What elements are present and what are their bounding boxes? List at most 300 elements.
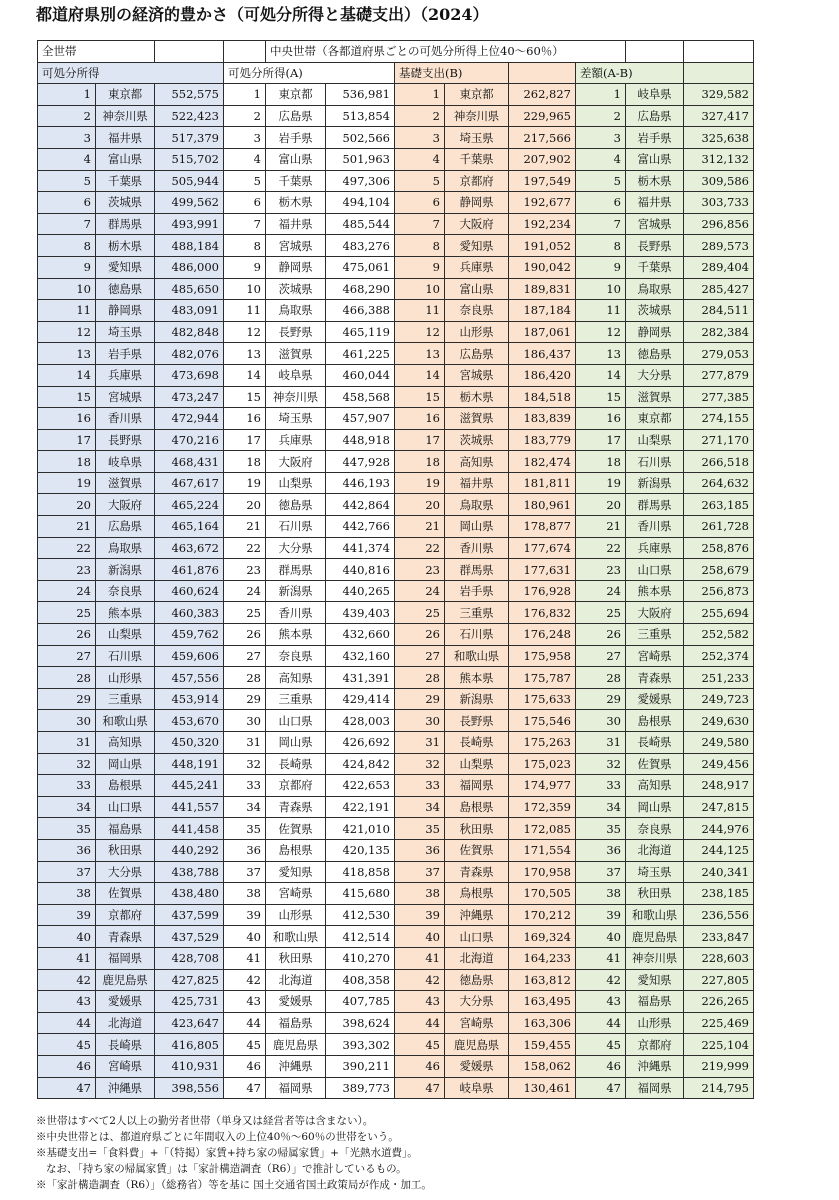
- basic-expenditure-value-cell: 178,877: [509, 516, 576, 538]
- basic-expenditure-pref-cell: 宮崎県: [445, 1012, 509, 1034]
- difference-pref-cell: 宮崎県: [626, 645, 684, 667]
- basic-expenditure-rank-cell: 3: [395, 127, 445, 149]
- difference-pref-cell: 岡山県: [626, 796, 684, 818]
- all-households-value-cell: 463,672: [155, 537, 224, 559]
- basic-expenditure-rank-cell: 22: [395, 537, 445, 559]
- all-households-value-cell: 438,480: [155, 883, 224, 905]
- difference-rank-cell: 43: [576, 991, 626, 1013]
- table-row: [38, 839, 754, 861]
- all-households-rank-cell: 22: [38, 537, 96, 559]
- basic-expenditure-rank-cell: 34: [395, 796, 445, 818]
- header-empty-cell: [684, 41, 754, 63]
- difference-pref-cell: 北海道: [626, 839, 684, 861]
- all-households-pref-cell: 高知県: [96, 732, 155, 754]
- difference-value-cell: 266,518: [684, 451, 754, 473]
- middle-income-rank-cell: 10: [224, 278, 266, 300]
- basic-expenditure-value-cell: 170,212: [509, 904, 576, 926]
- basic-expenditure-rank-cell: 11: [395, 300, 445, 322]
- middle-income-rank-cell: 46: [224, 1055, 266, 1077]
- middle-income-rank-cell: 17: [224, 429, 266, 451]
- header-disposable-income: 可処分所得: [38, 62, 224, 84]
- basic-expenditure-rank-cell: 20: [395, 494, 445, 516]
- difference-value-cell: 309,586: [684, 170, 754, 192]
- basic-expenditure-value-cell: 181,811: [509, 472, 576, 494]
- middle-income-rank-cell: 21: [224, 516, 266, 538]
- middle-income-pref-cell: 愛知県: [266, 861, 326, 883]
- middle-income-value-cell: 465,119: [326, 321, 395, 343]
- middle-income-rank-cell: 26: [224, 624, 266, 646]
- basic-expenditure-value-cell: 187,061: [509, 321, 576, 343]
- all-households-rank-cell: 29: [38, 688, 96, 710]
- difference-rank-cell: 10: [576, 278, 626, 300]
- middle-income-value-cell: 429,414: [326, 688, 395, 710]
- basic-expenditure-value-cell: 217,566: [509, 127, 576, 149]
- table-row: [38, 559, 754, 581]
- middle-income-rank-cell: 23: [224, 559, 266, 581]
- all-households-pref-cell: 長崎県: [96, 1034, 155, 1056]
- difference-rank-cell: 26: [576, 624, 626, 646]
- middle-income-rank-cell: 32: [224, 753, 266, 775]
- difference-value-cell: 249,580: [684, 732, 754, 754]
- difference-pref-cell: 宮城県: [626, 213, 684, 235]
- basic-expenditure-pref-cell: 和歌山県: [445, 645, 509, 667]
- difference-value-cell: 312,132: [684, 148, 754, 170]
- difference-pref-cell: 秋田県: [626, 883, 684, 905]
- basic-expenditure-rank-cell: 27: [395, 645, 445, 667]
- all-households-value-cell: 457,556: [155, 667, 224, 689]
- basic-expenditure-pref-cell: 北海道: [445, 947, 509, 969]
- header-middle-households: 中央世帯（各都道府県ごとの可処分所得上位40〜60％）: [266, 41, 626, 63]
- all-households-pref-cell: 山形県: [96, 667, 155, 689]
- basic-expenditure-pref-cell: 大阪府: [445, 213, 509, 235]
- header-all-households: 全世帯: [38, 41, 155, 63]
- middle-income-pref-cell: 茨城県: [266, 278, 326, 300]
- basic-expenditure-pref-cell: 福井県: [445, 472, 509, 494]
- all-households-value-cell: 445,241: [155, 775, 224, 797]
- difference-rank-cell: 4: [576, 148, 626, 170]
- basic-expenditure-value-cell: 164,233: [509, 947, 576, 969]
- all-households-rank-cell: 37: [38, 861, 96, 883]
- middle-income-value-cell: 393,302: [326, 1034, 395, 1056]
- all-households-rank-cell: 47: [38, 1077, 96, 1099]
- all-households-value-cell: 486,000: [155, 256, 224, 278]
- basic-expenditure-rank-cell: 24: [395, 580, 445, 602]
- middle-income-value-cell: 536,981: [326, 84, 395, 106]
- difference-value-cell: 258,876: [684, 537, 754, 559]
- difference-value-cell: 244,125: [684, 839, 754, 861]
- table-row: [38, 364, 754, 386]
- difference-pref-cell: 沖縄県: [626, 1055, 684, 1077]
- difference-value-cell: 325,638: [684, 127, 754, 149]
- header-row-1: [38, 41, 754, 63]
- middle-income-rank-cell: 13: [224, 343, 266, 365]
- basic-expenditure-pref-cell: 熊本県: [445, 667, 509, 689]
- middle-income-value-cell: 421,010: [326, 818, 395, 840]
- difference-rank-cell: 19: [576, 472, 626, 494]
- header-empty-cell: [155, 41, 224, 63]
- difference-value-cell: 279,053: [684, 343, 754, 365]
- table-row: [38, 883, 754, 905]
- difference-rank-cell: 16: [576, 408, 626, 430]
- middle-income-rank-cell: 31: [224, 732, 266, 754]
- basic-expenditure-value-cell: 229,965: [509, 105, 576, 127]
- basic-expenditure-value-cell: 159,455: [509, 1034, 576, 1056]
- difference-pref-cell: 広島県: [626, 105, 684, 127]
- header-empty-cell: [509, 62, 576, 84]
- basic-expenditure-value-cell: 158,062: [509, 1055, 576, 1077]
- table-row: [38, 775, 754, 797]
- basic-expenditure-value-cell: 192,234: [509, 213, 576, 235]
- basic-expenditure-rank-cell: 10: [395, 278, 445, 300]
- difference-value-cell: 252,374: [684, 645, 754, 667]
- middle-income-pref-cell: 香川県: [266, 602, 326, 624]
- difference-pref-cell: 高知県: [626, 775, 684, 797]
- basic-expenditure-value-cell: 177,674: [509, 537, 576, 559]
- middle-income-rank-cell: 35: [224, 818, 266, 840]
- all-households-rank-cell: 27: [38, 645, 96, 667]
- table-row: [38, 688, 754, 710]
- all-households-value-cell: 470,216: [155, 429, 224, 451]
- difference-pref-cell: 長崎県: [626, 732, 684, 754]
- middle-income-value-cell: 458,568: [326, 386, 395, 408]
- difference-value-cell: 249,630: [684, 710, 754, 732]
- all-households-pref-cell: 大分県: [96, 861, 155, 883]
- difference-value-cell: 225,469: [684, 1012, 754, 1034]
- difference-rank-cell: 29: [576, 688, 626, 710]
- middle-income-value-cell: 418,858: [326, 861, 395, 883]
- middle-income-rank-cell: 12: [224, 321, 266, 343]
- all-households-value-cell: 459,762: [155, 624, 224, 646]
- difference-value-cell: 233,847: [684, 926, 754, 948]
- basic-expenditure-rank-cell: 31: [395, 732, 445, 754]
- difference-pref-cell: 石川県: [626, 451, 684, 473]
- table-row: [38, 991, 754, 1013]
- all-households-pref-cell: 青森県: [96, 926, 155, 948]
- all-households-value-cell: 428,708: [155, 947, 224, 969]
- middle-income-rank-cell: 3: [224, 127, 266, 149]
- difference-pref-cell: 徳島県: [626, 343, 684, 365]
- middle-income-value-cell: 497,306: [326, 170, 395, 192]
- all-households-pref-cell: 佐賀県: [96, 883, 155, 905]
- table-row: [38, 947, 754, 969]
- all-households-value-cell: 423,647: [155, 1012, 224, 1034]
- all-households-value-cell: 465,224: [155, 494, 224, 516]
- middle-income-pref-cell: 東京都: [266, 84, 326, 106]
- middle-income-value-cell: 428,003: [326, 710, 395, 732]
- all-households-rank-cell: 6: [38, 192, 96, 214]
- basic-expenditure-value-cell: 191,052: [509, 235, 576, 257]
- basic-expenditure-rank-cell: 40: [395, 926, 445, 948]
- difference-pref-cell: 山口県: [626, 559, 684, 581]
- basic-expenditure-pref-cell: 大分県: [445, 991, 509, 1013]
- all-households-value-cell: 398,556: [155, 1077, 224, 1099]
- basic-expenditure-rank-cell: 30: [395, 710, 445, 732]
- table-row: [38, 148, 754, 170]
- all-households-rank-cell: 20: [38, 494, 96, 516]
- difference-value-cell: 238,185: [684, 883, 754, 905]
- all-households-value-cell: 441,458: [155, 818, 224, 840]
- difference-pref-cell: 神奈川県: [626, 947, 684, 969]
- difference-rank-cell: 12: [576, 321, 626, 343]
- middle-income-pref-cell: 秋田県: [266, 947, 326, 969]
- basic-expenditure-value-cell: 180,961: [509, 494, 576, 516]
- basic-expenditure-pref-cell: 岐阜県: [445, 1077, 509, 1099]
- basic-expenditure-rank-cell: 43: [395, 991, 445, 1013]
- difference-value-cell: 329,582: [684, 84, 754, 106]
- middle-income-pref-cell: 神奈川県: [266, 386, 326, 408]
- basic-expenditure-value-cell: 175,633: [509, 688, 576, 710]
- difference-rank-cell: 23: [576, 559, 626, 581]
- header-empty-cell: [684, 62, 754, 84]
- middle-income-value-cell: 432,160: [326, 645, 395, 667]
- difference-value-cell: 277,879: [684, 364, 754, 386]
- all-households-value-cell: 453,914: [155, 688, 224, 710]
- table-row: [38, 1055, 754, 1077]
- basic-expenditure-pref-cell: 滋賀県: [445, 408, 509, 430]
- basic-expenditure-value-cell: 176,832: [509, 602, 576, 624]
- middle-income-rank-cell: 33: [224, 775, 266, 797]
- basic-expenditure-value-cell: 192,677: [509, 192, 576, 214]
- all-households-rank-cell: 33: [38, 775, 96, 797]
- middle-income-pref-cell: 大分県: [266, 537, 326, 559]
- all-households-value-cell: 448,191: [155, 753, 224, 775]
- all-households-pref-cell: 富山県: [96, 148, 155, 170]
- all-households-value-cell: 440,292: [155, 839, 224, 861]
- basic-expenditure-rank-cell: 9: [395, 256, 445, 278]
- basic-expenditure-pref-cell: 栃木県: [445, 386, 509, 408]
- all-households-rank-cell: 30: [38, 710, 96, 732]
- all-households-value-cell: 460,624: [155, 580, 224, 602]
- middle-income-value-cell: 475,061: [326, 256, 395, 278]
- basic-expenditure-pref-cell: 青森県: [445, 861, 509, 883]
- all-households-pref-cell: 広島県: [96, 516, 155, 538]
- table-row: [38, 969, 754, 991]
- middle-income-value-cell: 431,391: [326, 667, 395, 689]
- middle-income-pref-cell: 岐阜県: [266, 364, 326, 386]
- basic-expenditure-pref-cell: 東京都: [445, 84, 509, 106]
- difference-value-cell: 261,728: [684, 516, 754, 538]
- all-households-pref-cell: 宮城県: [96, 386, 155, 408]
- middle-income-pref-cell: 石川県: [266, 516, 326, 538]
- difference-rank-cell: 33: [576, 775, 626, 797]
- middle-income-rank-cell: 11: [224, 300, 266, 322]
- middle-income-pref-cell: 静岡県: [266, 256, 326, 278]
- basic-expenditure-rank-cell: 45: [395, 1034, 445, 1056]
- basic-expenditure-value-cell: 175,787: [509, 667, 576, 689]
- all-households-value-cell: 517,379: [155, 127, 224, 149]
- all-households-pref-cell: 山口県: [96, 796, 155, 818]
- middle-income-value-cell: 447,928: [326, 451, 395, 473]
- all-households-pref-cell: 山梨県: [96, 624, 155, 646]
- difference-pref-cell: 鹿児島県: [626, 926, 684, 948]
- middle-income-pref-cell: 愛媛県: [266, 991, 326, 1013]
- middle-income-value-cell: 457,907: [326, 408, 395, 430]
- difference-rank-cell: 32: [576, 753, 626, 775]
- middle-income-pref-cell: 鹿児島県: [266, 1034, 326, 1056]
- basic-expenditure-pref-cell: 千葉県: [445, 148, 509, 170]
- middle-income-value-cell: 398,624: [326, 1012, 395, 1034]
- all-households-pref-cell: 宮崎県: [96, 1055, 155, 1077]
- difference-rank-cell: 2: [576, 105, 626, 127]
- all-households-pref-cell: 長野県: [96, 429, 155, 451]
- table-row: [38, 278, 754, 300]
- all-households-pref-cell: 埼玉県: [96, 321, 155, 343]
- difference-value-cell: 249,723: [684, 688, 754, 710]
- table-row: [38, 235, 754, 257]
- basic-expenditure-pref-cell: 神奈川県: [445, 105, 509, 127]
- table-row: [38, 667, 754, 689]
- middle-income-value-cell: 442,864: [326, 494, 395, 516]
- difference-rank-cell: 41: [576, 947, 626, 969]
- all-households-value-cell: 416,805: [155, 1034, 224, 1056]
- table-row: [38, 105, 754, 127]
- header-row-2: [38, 62, 754, 84]
- all-households-pref-cell: 兵庫県: [96, 364, 155, 386]
- middle-income-pref-cell: 福島県: [266, 1012, 326, 1034]
- all-households-value-cell: 427,825: [155, 969, 224, 991]
- difference-value-cell: 255,694: [684, 602, 754, 624]
- middle-income-rank-cell: 47: [224, 1077, 266, 1099]
- basic-expenditure-rank-cell: 13: [395, 343, 445, 365]
- table-row: [38, 256, 754, 278]
- all-households-rank-cell: 25: [38, 602, 96, 624]
- basic-expenditure-rank-cell: 47: [395, 1077, 445, 1099]
- middle-income-value-cell: 422,191: [326, 796, 395, 818]
- difference-value-cell: 284,511: [684, 300, 754, 322]
- difference-value-cell: 240,341: [684, 861, 754, 883]
- difference-rank-cell: 38: [576, 883, 626, 905]
- middle-income-rank-cell: 20: [224, 494, 266, 516]
- all-households-pref-cell: 愛知県: [96, 256, 155, 278]
- difference-value-cell: 256,873: [684, 580, 754, 602]
- middle-income-value-cell: 461,225: [326, 343, 395, 365]
- basic-expenditure-pref-cell: 徳島県: [445, 969, 509, 991]
- table-row: [38, 300, 754, 322]
- difference-pref-cell: 栃木県: [626, 170, 684, 192]
- difference-pref-cell: 兵庫県: [626, 537, 684, 559]
- basic-expenditure-rank-cell: 39: [395, 904, 445, 926]
- all-households-pref-cell: 熊本県: [96, 602, 155, 624]
- difference-pref-cell: 福島県: [626, 991, 684, 1013]
- difference-pref-cell: 埼玉県: [626, 861, 684, 883]
- difference-value-cell: 227,805: [684, 969, 754, 991]
- all-households-rank-cell: 39: [38, 904, 96, 926]
- difference-value-cell: 327,417: [684, 105, 754, 127]
- basic-expenditure-pref-cell: 長野県: [445, 710, 509, 732]
- middle-income-pref-cell: 京都府: [266, 775, 326, 797]
- middle-income-pref-cell: 福岡県: [266, 1077, 326, 1099]
- basic-expenditure-value-cell: 182,474: [509, 451, 576, 473]
- header-empty-cell: [626, 41, 684, 63]
- all-households-pref-cell: 徳島県: [96, 278, 155, 300]
- difference-rank-cell: 3: [576, 127, 626, 149]
- basic-expenditure-pref-cell: 茨城県: [445, 429, 509, 451]
- header-difference-ab: 差額(A-B): [576, 62, 684, 84]
- difference-pref-cell: 千葉県: [626, 256, 684, 278]
- basic-expenditure-rank-cell: 32: [395, 753, 445, 775]
- footnote: ※基礎支出=「食料費」+「（特掲）家賃+持ち家の帰属家賃」+「光熱水道費」。: [36, 1147, 418, 1159]
- all-households-value-cell: 473,247: [155, 386, 224, 408]
- basic-expenditure-pref-cell: 兵庫県: [445, 256, 509, 278]
- difference-pref-cell: 愛媛県: [626, 688, 684, 710]
- middle-income-pref-cell: 福井県: [266, 213, 326, 235]
- middle-income-rank-cell: 41: [224, 947, 266, 969]
- page-title: 都道府県別の経済的豊かさ（可処分所得と基礎支出）（2024）: [36, 5, 489, 24]
- middle-income-rank-cell: 34: [224, 796, 266, 818]
- middle-income-pref-cell: 宮崎県: [266, 883, 326, 905]
- basic-expenditure-pref-cell: 長崎県: [445, 732, 509, 754]
- difference-rank-cell: 9: [576, 256, 626, 278]
- middle-income-rank-cell: 6: [224, 192, 266, 214]
- middle-income-rank-cell: 25: [224, 602, 266, 624]
- basic-expenditure-rank-cell: 37: [395, 861, 445, 883]
- all-households-value-cell: 425,731: [155, 991, 224, 1013]
- footnote: ※中央世帯とは、都道府県ごとに年間収入の上位40％〜60％の世帯をいう。: [36, 1131, 399, 1143]
- difference-rank-cell: 39: [576, 904, 626, 926]
- all-households-value-cell: 485,650: [155, 278, 224, 300]
- all-households-rank-cell: 13: [38, 343, 96, 365]
- table-row: [38, 710, 754, 732]
- basic-expenditure-rank-cell: 6: [395, 192, 445, 214]
- all-households-value-cell: 441,557: [155, 796, 224, 818]
- difference-value-cell: 248,917: [684, 775, 754, 797]
- middle-income-rank-cell: 42: [224, 969, 266, 991]
- middle-income-pref-cell: 栃木県: [266, 192, 326, 214]
- all-households-pref-cell: 静岡県: [96, 300, 155, 322]
- difference-rank-cell: 24: [576, 580, 626, 602]
- middle-income-pref-cell: 長崎県: [266, 753, 326, 775]
- basic-expenditure-value-cell: 172,359: [509, 796, 576, 818]
- basic-expenditure-pref-cell: 島根県: [445, 796, 509, 818]
- basic-expenditure-pref-cell: 山梨県: [445, 753, 509, 775]
- middle-income-value-cell: 407,785: [326, 991, 395, 1013]
- middle-income-rank-cell: 44: [224, 1012, 266, 1034]
- basic-expenditure-pref-cell: 福岡県: [445, 775, 509, 797]
- basic-expenditure-value-cell: 163,812: [509, 969, 576, 991]
- middle-income-value-cell: 501,963: [326, 148, 395, 170]
- basic-expenditure-pref-cell: 岩手県: [445, 580, 509, 602]
- difference-pref-cell: 奈良県: [626, 818, 684, 840]
- middle-income-pref-cell: 千葉県: [266, 170, 326, 192]
- basic-expenditure-pref-cell: 三重県: [445, 602, 509, 624]
- difference-value-cell: 214,795: [684, 1077, 754, 1099]
- basic-expenditure-value-cell: 183,839: [509, 408, 576, 430]
- table-row: [38, 408, 754, 430]
- middle-income-value-cell: 502,566: [326, 127, 395, 149]
- all-households-value-cell: 453,670: [155, 710, 224, 732]
- basic-expenditure-rank-cell: 41: [395, 947, 445, 969]
- basic-expenditure-rank-cell: 44: [395, 1012, 445, 1034]
- difference-pref-cell: 香川県: [626, 516, 684, 538]
- all-households-rank-cell: 26: [38, 624, 96, 646]
- basic-expenditure-value-cell: 170,958: [509, 861, 576, 883]
- all-households-pref-cell: 千葉県: [96, 170, 155, 192]
- all-households-pref-cell: 岩手県: [96, 343, 155, 365]
- basic-expenditure-pref-cell: 群馬県: [445, 559, 509, 581]
- all-households-rank-cell: 11: [38, 300, 96, 322]
- basic-expenditure-pref-cell: 石川県: [445, 624, 509, 646]
- header-disposable-income-a: 可処分所得(A): [224, 62, 395, 84]
- difference-rank-cell: 18: [576, 451, 626, 473]
- difference-pref-cell: 佐賀県: [626, 753, 684, 775]
- middle-income-pref-cell: 岩手県: [266, 127, 326, 149]
- difference-value-cell: 263,185: [684, 494, 754, 516]
- all-households-pref-cell: 群馬県: [96, 213, 155, 235]
- basic-expenditure-value-cell: 186,420: [509, 364, 576, 386]
- table-row: [38, 645, 754, 667]
- difference-value-cell: 236,556: [684, 904, 754, 926]
- basic-expenditure-rank-cell: 18: [395, 451, 445, 473]
